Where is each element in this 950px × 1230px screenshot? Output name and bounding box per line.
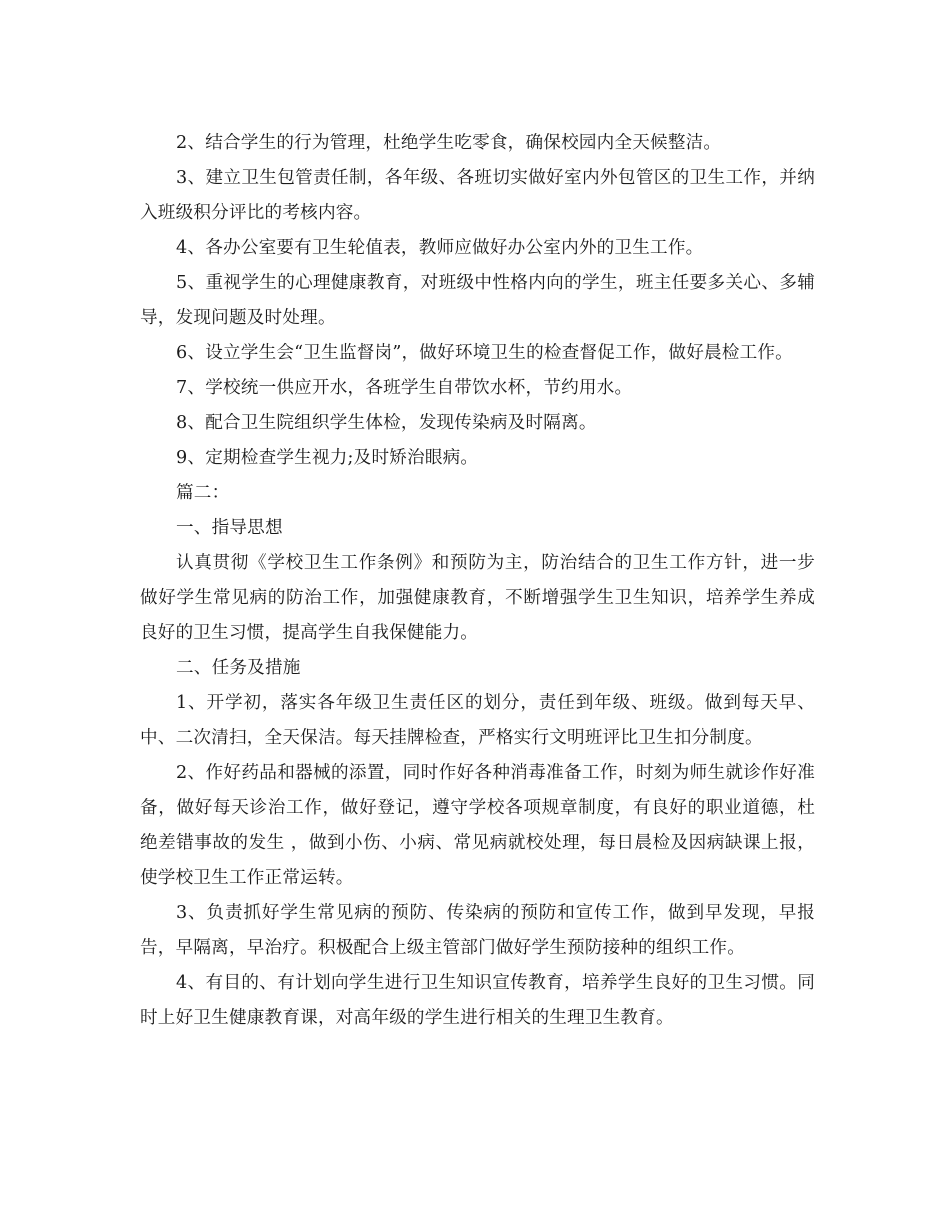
paragraph-item-6: 6、设立学生会“卫生监督岗”，做好环境卫生的检查督促工作，做好晨检工作。 [176,343,793,363]
paragraph-task-1: 1、开学初，落实各年级卫生责任区的划分，责任到年级、班级。做到每天早、中、二次清扫，全天保洁。每天挂牌检查，严格实行文明班评比卫生扣分制度。 [140,693,815,748]
section-heading-tasks-measures: 二、任务及措施 [176,658,301,678]
paragraph-item-7: 7、学校统一供应开水，各班学生自带饮水杯，节约用水。 [176,378,633,398]
paragraph-guiding-thought: 认真贯彻《学校卫生工作条例》和预防为主，防治结合的卫生工作方针，进一步做好学生常见病的防治工作，加强健康教育，不断增强学生卫生知识，培养学生养成良好的卫生习惯，提高学生自我保健能力。 [140,553,815,643]
paragraph-task-3: 3、负责抓好学生常见病的预防、传染病的预防和宣传工作，做到早发现，早报告，早隔离，早治疗。积极配合上级主管部门做好学生预防接种的组织工作。 [140,903,815,958]
document-body [140,126,815,1036]
paragraph-item-4: 4、各办公室要有卫生轮值表，教师应做好办公室内外的卫生工作。 [176,238,704,258]
section-heading-part-two: 篇二： [176,483,230,503]
paragraph-item-9: 9、定期检查学生视力;及时矫治眼病。 [176,448,479,468]
paragraph-item-8: 8、配合卫生院组织学生体检，发现传染病及时隔离。 [176,413,597,433]
paragraph-task-2: 2、作好药品和器械的添置，同时作好各种消毒准备工作，时刻为师生就诊作好准备，做好每天诊治工作，做好登记，遵守学校各项规章制度，有良好的职业道德，杜绝差错事故的发生 ，做到小伤、小病、常见病就校处理，每日晨检及因病缺课上报，使学校卫生工作正常运转。 [140,763,815,888]
paragraph-task-4: 4、有目的、有计划向学生进行卫生知识宣传教育，培养学生良好的卫生习惯。同时上好卫生健康教育课，对高年级的学生进行相关的生理卫生教育。 [140,973,815,1028]
section-heading-guiding-thought: 一、指导思想 [176,518,283,538]
paragraph-item-3: 3、建立卫生包管责任制，各年级、各班切实做好室内外包管区的卫生工作，并纳入班级积分评比的考核内容。 [140,168,815,223]
paragraph-item-2: 2、结合学生的行为管理，杜绝学生吃零食，确保校园内全天候整洁。 [176,133,722,153]
paragraph-item-5: 5、重视学生的心理健康教育，对班级中性格内向的学生，班主任要多关心、多辅导，发现问题及时处理。 [140,273,815,328]
